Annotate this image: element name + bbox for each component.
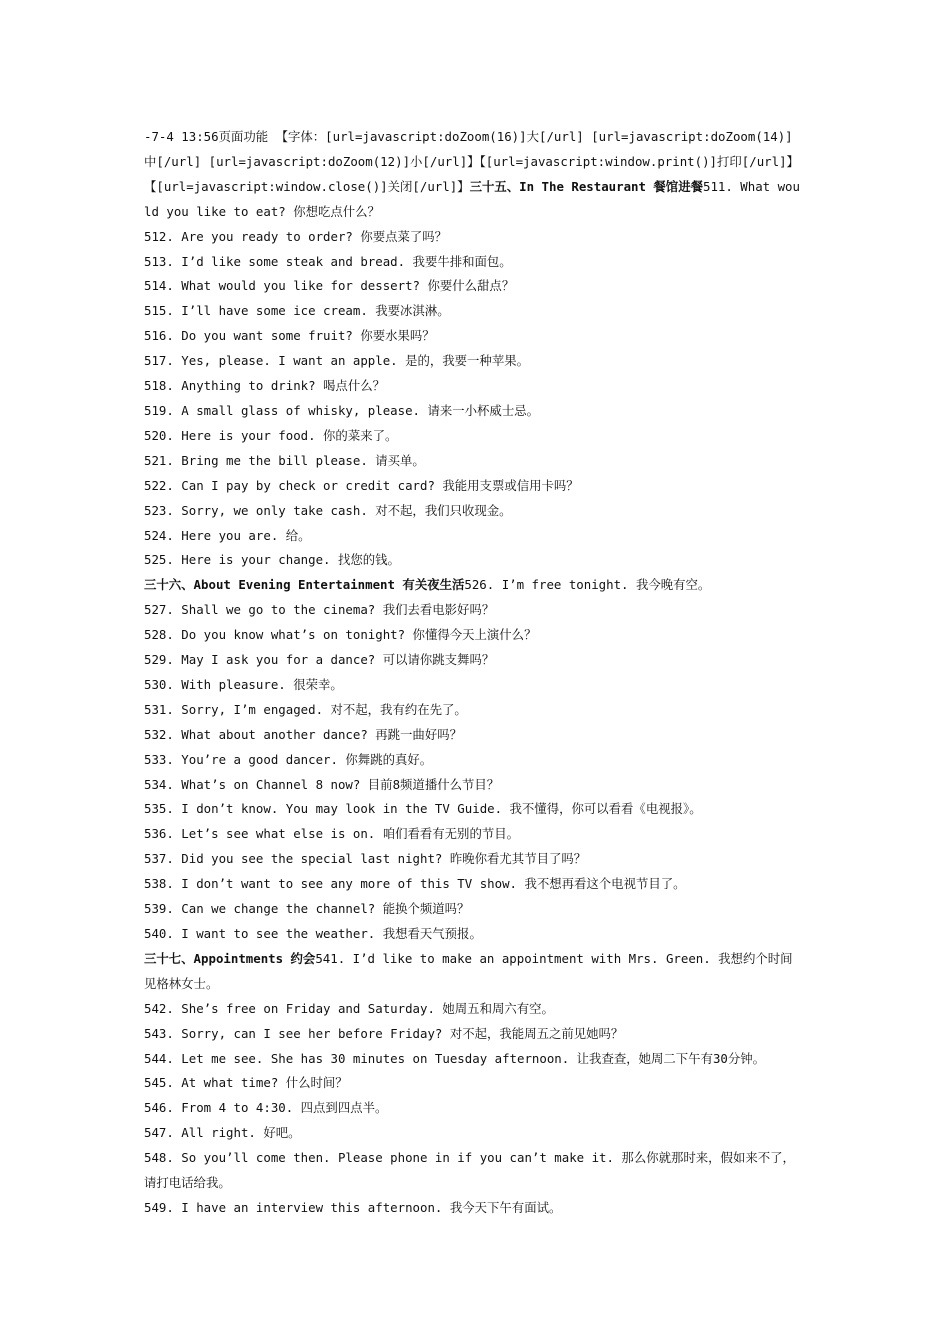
dialogue-line: 515. I’ll have some ice cream. 我要冰淇淋。 xyxy=(144,303,450,319)
dialogue-line: 544. Let me see. She has 30 minutes on Tuesday afternoon. 让我查查，她周二下午有30分钟。 xyxy=(144,1050,766,1066)
dialogue-line: 523. Sorry, we only take cash. 对不起，我们只收现金。 xyxy=(144,502,512,518)
dialogue-line: 542. She’s free on Friday and Saturday. 她周五和周六有空。 xyxy=(144,1000,554,1016)
section-35-first-line: 511. What would you like to eat? 你想吃点什么？ xyxy=(144,178,800,219)
dialogue-line: 530. With pleasure. 很荣幸。 xyxy=(144,676,343,692)
section-37-first-line: 541. I’d like to make an appointment with Mrs. Green. 我想约个时间见格林女士。 xyxy=(144,950,793,991)
section-35-lines xyxy=(144,225,804,574)
section-37-heading: 三十七、Appointments 约会 xyxy=(144,950,316,966)
section-36-heading: 三十六、About Evening Entertainment 有关夜生活 xyxy=(144,577,465,593)
dialogue-line: 543. Sorry, can I see her before Friday? 对不起，我能周五之前见她吗？ xyxy=(144,1025,624,1041)
dialogue-line: 531. Sorry, I’m engaged. 对不起，我有约在先了。 xyxy=(144,701,467,717)
dialogue-line: 520. Here is your food. 你的菜来了。 xyxy=(144,427,398,443)
dialogue-line: 535. I don’t know. You may look in the TV Guide. 我不懂得，你可以看看《电视报》。 xyxy=(144,801,702,817)
section-37-last-line: 549. I have an interview this afternoon. 我今天下午有面试。 xyxy=(144,1199,562,1215)
dialogue-line: 519. A small glass of whisky, please. 请来一小杯威士忌。 xyxy=(144,402,539,418)
section-36-lines xyxy=(144,598,804,947)
dialogue-line: 539. Can we change the channel? 能换个频道吗？ xyxy=(144,901,470,917)
dialogue-line: 518. Anything to drink? 喝点什么？ xyxy=(144,378,385,394)
dialogue-line: 532. What about another dance? 再跳一曲好吗？ xyxy=(144,726,462,742)
dialogue-line: 533. You’re a good dancer. 你舞跳的真好。 xyxy=(144,751,433,767)
section-36-first-line: 526. I’m free tonight. 我今晚有空。 xyxy=(464,577,711,593)
dialogue-line: 517. Yes, please. I want an apple. 是的，我要一种苹果。 xyxy=(144,353,529,369)
intro-paragraph xyxy=(144,125,804,225)
dialogue-line: 514. What would you like for dessert? 你要什么甜点？ xyxy=(144,278,515,294)
dialogue-line: 536. Let’s see what else is on. 咱们看看有无别的节目。 xyxy=(144,826,520,842)
dialogue-line: 521. Bring me the bill please. 请买单。 xyxy=(144,452,425,468)
dialogue-line: 546. From 4 to 4:30. 四点到四点半。 xyxy=(144,1100,388,1116)
dialogue-line: 513. I’d like some steak and bread. 我要牛排和面包。 xyxy=(144,253,512,269)
dialogue-line: 527. Shall we go to the cinema? 我们去看电影好吗？ xyxy=(144,602,495,618)
dialogue-line: 525. Here is your change. 找您的钱。 xyxy=(144,552,400,568)
dialogue-line: 545. At what time? 什么时间？ xyxy=(144,1075,348,1091)
dialogue-line: 522. Can I pay by check or credit card? 我能用支票或信用卡吗？ xyxy=(144,477,579,493)
section-37-wrapped-line: 548. So you’ll come then. Please phone in if you can’t make it. 那么你就那时来，假如来不了，请打电话给我。 xyxy=(144,1150,795,1191)
dialogue-line: 516. Do you want some fruit? 你要水果吗？ xyxy=(144,328,435,344)
intro-text: -7-4 13:56页面功能 【字体：[url=javascript:doZoom(16)]大[/url] [url=javascript:doZoom(14)]中[/url] [url=javascript:doZoom(12)]小[/url]】【[url=javascript:window.print()]打印[/url]】【[url=javascript:window.close()]关闭[/url]】 xyxy=(144,129,799,194)
section-37-lines xyxy=(144,997,804,1146)
dialogue-line: 540. I want to see the weather. 我想看天气预报。 xyxy=(144,926,482,941)
dialogue-line: 529. May I ask you for a dance? 可以请你跳支舞吗？ xyxy=(144,652,495,668)
section-37-heading-line xyxy=(144,947,804,997)
section-35-heading: 三十五、In The Restaurant 餐馆进餐 xyxy=(469,178,703,194)
dialogue-line: 512. Are you ready to order? 你要点菜了吗？ xyxy=(144,228,448,244)
dialogue-line: 524. Here you are. 给。 xyxy=(144,527,311,543)
dialogue-line: 537. Did you see the special last night? 昨晚你看尤其节目了吗？ xyxy=(144,851,587,867)
dialogue-line: 547. All right. 好吧。 xyxy=(144,1125,301,1141)
section-36-heading-line xyxy=(144,573,804,598)
document-body xyxy=(144,125,804,1221)
dialogue-line: 538. I don’t want to see any more of this TV show. 我不想再看这个电视节目了。 xyxy=(144,876,686,892)
dialogue-line: 528. Do you know what’s on tonight? 你懂得今天上演什么？ xyxy=(144,627,537,643)
dialogue-line: 534. What’s on Channel 8 now? 目前8频道播什么节目？ xyxy=(144,776,500,792)
